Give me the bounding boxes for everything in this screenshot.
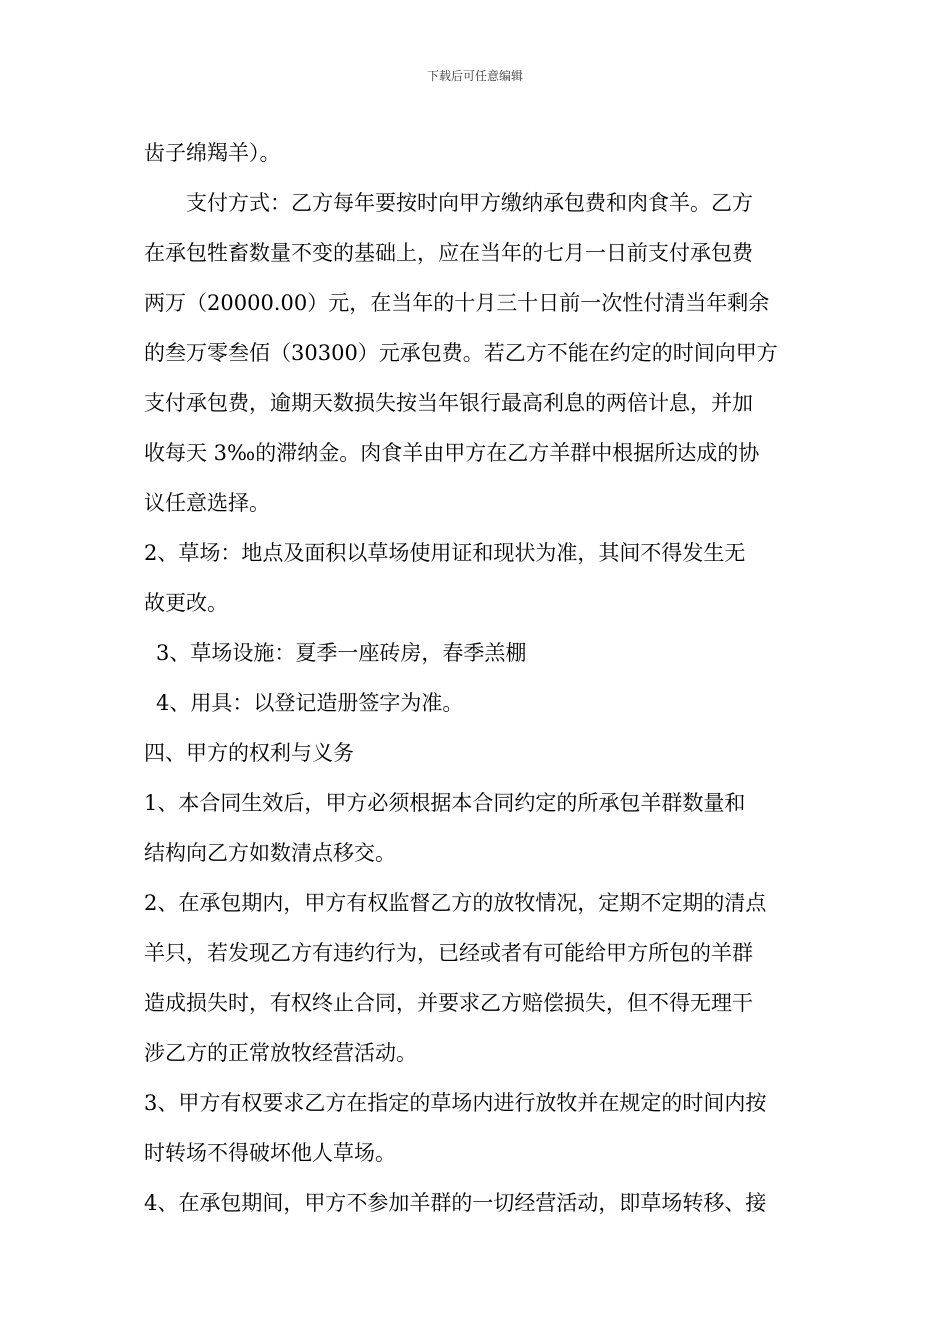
text-line: 结构向乙方如数清点移交。	[144, 841, 396, 865]
text-line: 在承包牲畜数量不变的基础上，应在当年的七月一日前支付承包费	[144, 241, 753, 265]
text-line: 收每天 3‰的滞纳金。肉食羊由甲方在乙方羊群中根据所达成的协	[144, 441, 760, 465]
text-line: 时转场不得破坏他人草场。	[144, 1141, 396, 1165]
text-line: 两万（20000.00）元，在当年的十月三十日前一次性付清当年剩余	[144, 291, 770, 315]
text-line: 3、草场设施：夏季一座砖房，春季羔棚	[156, 641, 527, 665]
text-line: 4、在承包期间，甲方不参加羊群的一切经营活动，即草场转移、接	[144, 1191, 767, 1215]
text-line: 2、草场：地点及面积以草场使用证和现状为准，其间不得发生无	[144, 541, 746, 565]
header-note: 下载后可任意编辑	[426, 69, 523, 83]
section-heading: 四、甲方的权利与义务	[144, 741, 354, 765]
text-line: 故更改。	[144, 591, 228, 615]
text-line: 齿子绵羯羊）。	[144, 141, 281, 165]
text-line: 造成损失时，有权终止合同，并要求乙方赔偿损失，但不得无理干	[144, 991, 753, 1015]
text-line: 羊只，若发现乙方有违约行为，已经或者有可能给甲方所包的羊群	[144, 941, 753, 965]
text-line: 2、在承包期内，甲方有权监督乙方的放牧情况，定期不定期的清点	[144, 891, 767, 915]
text-line: 涉乙方的正常放牧经营活动。	[144, 1041, 417, 1065]
text-line: 1、本合同生效后，甲方必须根据本合同约定的所承包羊群数量和	[144, 791, 746, 815]
text-line: 的叁万零叁佰（30300）元承包费。若乙方不能在约定的时间向甲方	[144, 341, 778, 365]
document-body	[144, 128, 814, 1228]
text-line: 支付承包费，逾期天数损失按当年银行最高利息的两倍计息，并加	[144, 391, 753, 415]
text-line: 议任意选择。	[144, 491, 270, 515]
text-line: 3、甲方有权要求乙方在指定的草场内进行放牧并在规定的时间内按	[144, 1091, 767, 1115]
text-line: 4、用具：以登记造册签字为准。	[156, 691, 464, 715]
text-line: 支付方式：乙方每年要按时向甲方缴纳承包费和肉食羊。乙方	[186, 191, 753, 215]
